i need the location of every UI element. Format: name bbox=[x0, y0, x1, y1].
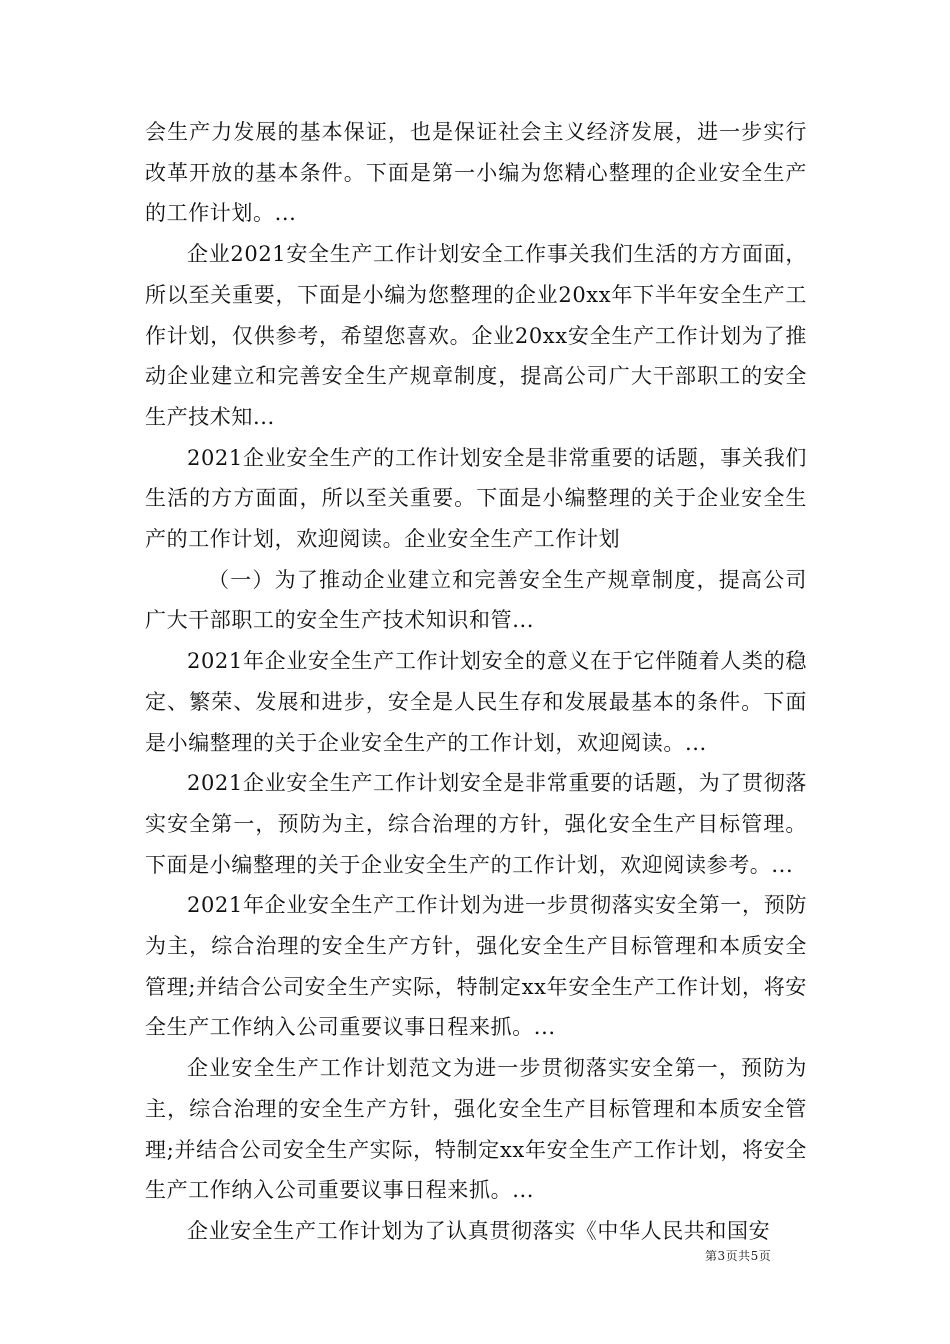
paragraph: 企业安全生产工作计划范文为进一步贯彻落实安全第一，预防为主，综合治理的安全生产方针，强化安全生产目标管理和本质安全管理;并结合公司安全生产实际，特制定xx年安全生产工作计划，将安全生产工作纳入公司重要议事日程来抓。... bbox=[145, 1056, 807, 1203]
paragraph: （一）为了推动企业建立和完善安全生产规章制度，提高公司广大干部职工的安全生产技术知识和管... bbox=[145, 567, 807, 633]
paragraph: 2021企业安全生产的工作计划安全是非常重要的话题，事关我们生活的方方面面，所以至关重要。下面是小编整理的关于企业安全生产的工作计划，欢迎阅读。企业安全生产工作计划 bbox=[145, 445, 807, 552]
paragraph: 2021年企业安全生产工作计划为进一步贯彻落实安全第一，预防为主，综合治理的安全生产方针，强化安全生产目标管理和本质安全管理;并结合公司安全生产实际，特制定xx年安全生产工作计划，将安全生产工作纳入公司重要议事日程来抓。... bbox=[145, 893, 807, 1040]
paragraph: 企业安全生产工作计划为了认真贯彻落实《中华人民共和国安 bbox=[187, 1218, 771, 1243]
paragraph: 2021企业安全生产工作计划安全是非常重要的话题，为了贯彻落实安全第一，预防为主，综合治理的方针，强化安全生产目标管理。下面是小编整理的关于企业安全生产的工作计划，欢迎阅读参考。... bbox=[145, 771, 807, 877]
paragraph: 2021年企业安全生产工作计划安全的意义在于它伴随着人类的稳定、繁荣、发展和进步，安全是人民生存和发展最基本的条件。下面是小编整理的关于企业安全生产的工作计划，欢迎阅读。... bbox=[145, 649, 807, 755]
paragraph: 会生产力发展的基本保证，也是保证社会主义经济发展，进一步实行改革开放的基本条件。下面是第一小编为您精心整理的企业安全生产的工作计划。... bbox=[145, 120, 807, 226]
paragraph: 企业2021安全生产工作计划安全工作事关我们生活的方方面面，所以至关重要，下面是小编为您整理的企业20xx年下半年安全生产工作计划，仅供参考，希望您喜欢。企业20xx安全生产工作计划为了推动企业建立和完善安全生产规章制度，提高公司广大干部职工的安全生产技术知... bbox=[145, 242, 807, 429]
page-number: 第3页共5页 bbox=[705, 1249, 772, 1263]
document-body bbox=[145, 112, 807, 1252]
